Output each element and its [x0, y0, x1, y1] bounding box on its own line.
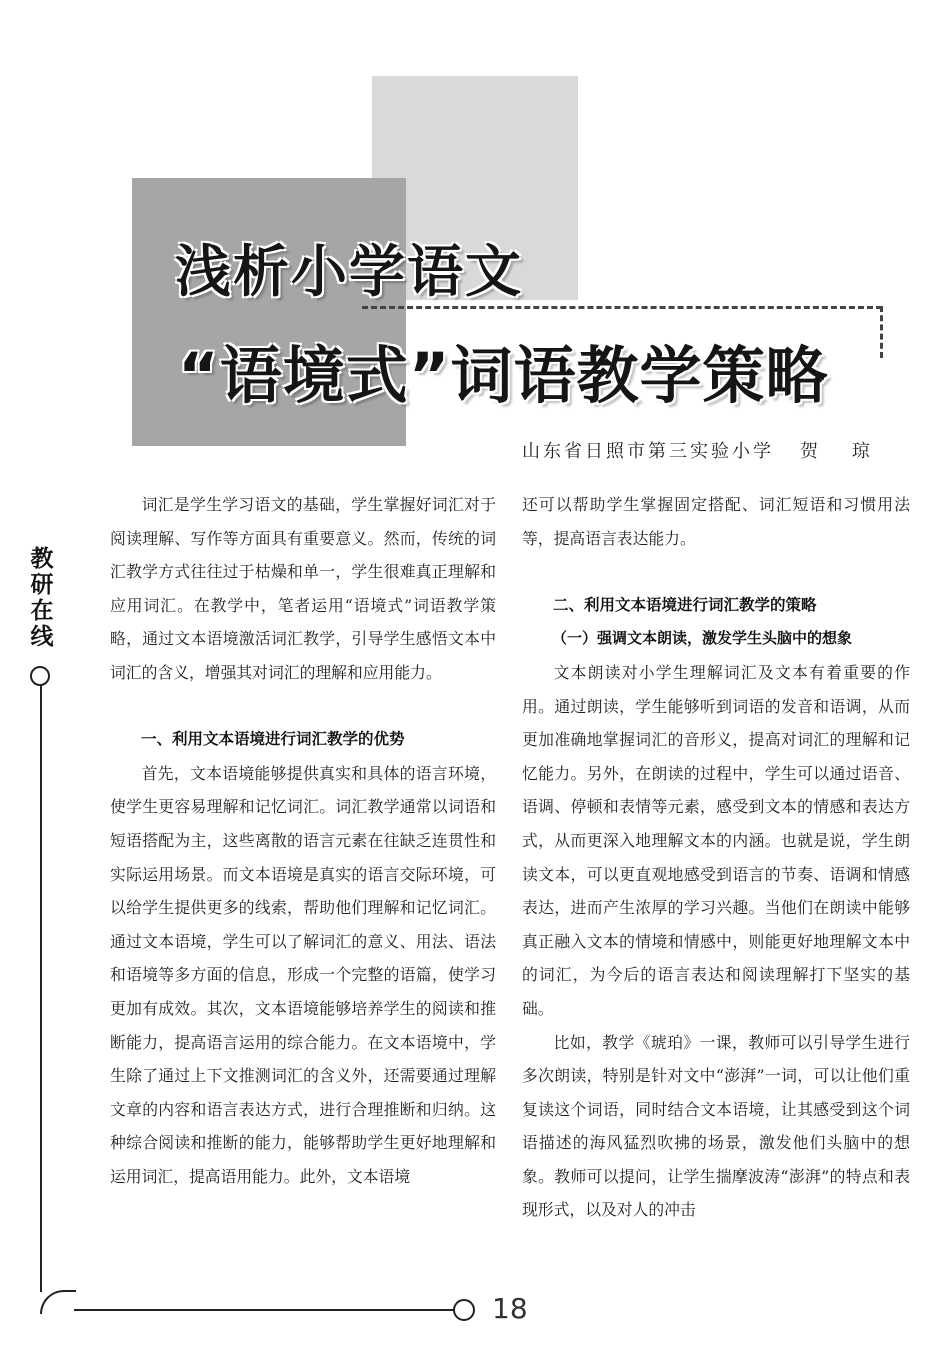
- continuation-paragraph: 还可以帮助学生掌握固定搭配、词汇短语和习惯用法等，提高语言表达能力。: [522, 495, 910, 548]
- margin-line-vertical: [40, 686, 42, 1292]
- article-title-line-1: 浅析小学语文: [175, 240, 523, 305]
- side-label-char: 线: [30, 624, 54, 650]
- section-1-heading: 一、利用文本语境进行词汇教学的优势: [141, 730, 405, 749]
- author-byline: [522, 437, 884, 463]
- margin-line-circle-bottom: [453, 1299, 475, 1321]
- subsection-1-paragraph: 文本朗读对小学生理解词汇及文本有着重要的作用。通过朗读，学生能够听到词语的发音和语调，从而更加准确地掌握词汇的音形义，提高对词汇的理解和记忆能力。另外，在朗读的过程中，学生可以通过语音、语调、停顿和表情等元素，感受到文本的情感和表达方式，从而更深入地理解文本的内涵。也就是说，学生朗读文本，可以更直观地感受到语言的节奏、语调和情感表达，进而产生浓厚的学习兴趣。当他们在朗读中能够真正融入文本的情境和情感中，则能更好地理解文本中的词汇，为今后的语言表达和阅读理解打下坚实的基础。: [522, 662, 910, 1018]
- section-1-paragraph: 首先，文本语境能够提供真实和具体的语言环境，使学生更容易理解和记忆词汇。词汇教学通常以词语和短语搭配为主，这些离散的语言元素在往缺乏连贯性和实际运用场景。而文本语境是真实的语言交际环境，可以给学生提供更多的线索，帮助他们理解和记忆词汇。通过文本语境，学生可以了解词汇的意义、用法、语法和语境等多方面的信息，形成一个完整的语篇，使学习更加有成效。其次，文本语境能够培养学生的阅读和推断能力，提高语言运用的综合能力。在文本语境中，学生除了通过上下文推测词汇的含义外，还需要通过理解文章的内容和语言表达方式，进行合理推断和归纳。这种综合阅读和推断的能力，能够帮助学生更好地理解和运用词汇，提高语用能力。此外，文本语境: [110, 763, 496, 1186]
- page-number: 18: [492, 1292, 528, 1325]
- title-dashed-rule-vertical: [880, 306, 883, 358]
- example-paragraph: 比如，教学《琥珀》一课，教师可以引导学生进行多次朗读，特别是针对文中“澎湃”一词，可以让他们重复读这个词语，同时结合文本语境，让其感受到这个词语描述的海风猛烈吹拂的场景，激发他们头脑中的想象。教师可以提问，让学生揣摩波涛“澎湃”的特点和表现形式，以及对人的冲击: [522, 1032, 910, 1220]
- right-column: [522, 488, 910, 1227]
- margin-line-horizontal: [74, 1309, 454, 1311]
- section-2-heading: 二、利用文本语境进行词汇教学的策略: [553, 595, 817, 614]
- author-name: 贺 琼: [800, 441, 884, 462]
- subsection-1-heading: （一）强调文本朗读，激发学生头脑中的想象: [552, 629, 853, 648]
- side-label-char: 在: [30, 598, 54, 624]
- article-title-line-2: “语境式”词语教学策略: [178, 339, 829, 412]
- section-side-label: [26, 546, 58, 650]
- author-affiliation: 山东省日照市第三实验小学: [522, 441, 774, 462]
- side-label-char: 教: [30, 546, 54, 572]
- intro-paragraph: 词汇是学生学习语文的基础，学生掌握好词汇对于阅读理解、写作等方面具有重要意义。然而，传统的词汇教学方式往往过于枯燥和单一，学生很难真正理解和应用词汇。在教学中，笔者运用“语境式”词语教学策略，通过文本语境激活词汇教学，引导学生感悟文本中词汇的含义，增强其对词汇的理解和应用能力。: [110, 495, 496, 682]
- left-column: [110, 488, 496, 1193]
- side-label-char: 研: [30, 572, 54, 598]
- margin-line-corner: [40, 1290, 76, 1314]
- margin-line-circle-top: [30, 666, 50, 686]
